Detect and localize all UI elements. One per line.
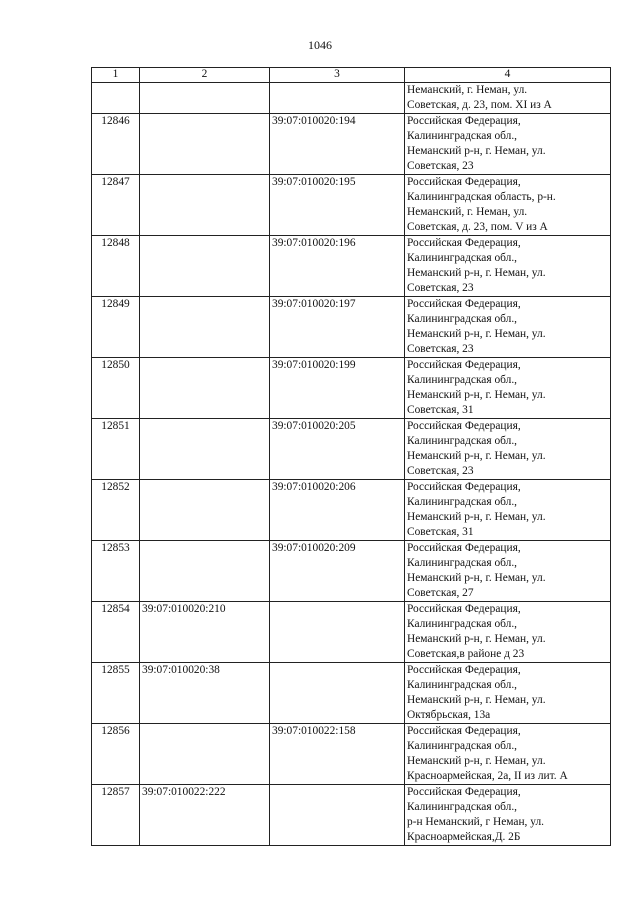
address-line: Неманский р-н, г. Неман, ул. <box>407 267 546 279</box>
column-header-4: 4 <box>405 68 611 83</box>
address-cell <box>405 602 611 663</box>
address-cell <box>405 175 611 236</box>
address-line: Советская, 23 <box>407 282 474 294</box>
address-cell <box>405 358 611 419</box>
cadastral-number-cell-col2: 39:07:010020:38 <box>140 663 270 724</box>
cadastral-number-cell-col2 <box>140 297 270 358</box>
cadastral-number-cell-col2 <box>140 724 270 785</box>
address-line: Красноармейская,Д. 2Б <box>407 831 521 843</box>
row-number-cell: 12852 <box>92 480 140 541</box>
address-line: Калининградская обл., <box>407 801 518 813</box>
cadastral-number-cell-col3 <box>270 785 405 846</box>
address-line: Неманский, г. Неман, ул. <box>407 84 528 96</box>
row-number-cell: 12853 <box>92 541 140 602</box>
cadastral-number-cell-col2 <box>140 236 270 297</box>
cadastral-number-cell-col3: 39:07:010020:196 <box>270 236 405 297</box>
address-cell <box>405 663 611 724</box>
cadastral-number-cell-col3: 39:07:010020:206 <box>270 480 405 541</box>
cadastral-number-cell-col2 <box>140 83 270 114</box>
row-number-cell: 12854 <box>92 602 140 663</box>
address-line: Неманский р-н, г. Неман, ул. <box>407 633 546 645</box>
cadastral-number-cell-col2 <box>140 541 270 602</box>
cadastral-number-cell-col3 <box>270 83 405 114</box>
table-row <box>92 724 611 785</box>
address-line: Советская, д. 23, пом. V из А <box>407 221 548 233</box>
address-cell <box>405 297 611 358</box>
address-line: Российская Федерация, <box>407 542 521 554</box>
row-number-cell: 12856 <box>92 724 140 785</box>
address-line: Советская, 31 <box>407 404 474 416</box>
address-line: Советская, 23 <box>407 465 474 477</box>
address-line: Российская Федерация, <box>407 237 521 249</box>
address-line: Неманский р-н, г. Неман, ул. <box>407 450 546 462</box>
address-line: Российская Федерация, <box>407 603 521 615</box>
address-line: Неманский р-н, г. Неман, ул. <box>407 694 546 706</box>
cadastral-number-cell-col3: 39:07:010020:199 <box>270 358 405 419</box>
column-header-1: 1 <box>92 68 140 83</box>
address-line: Российская Федерация, <box>407 298 521 310</box>
address-cell <box>405 236 611 297</box>
address-line: Советская, д. 23, пом. XI из А <box>407 99 552 111</box>
cadastral-number-cell-col3: 39:07:010022:158 <box>270 724 405 785</box>
address-cell <box>405 83 611 114</box>
cadastral-number-cell-col2 <box>140 358 270 419</box>
address-line: Советская,в районе д 23 <box>407 648 525 660</box>
address-cell <box>405 724 611 785</box>
address-line: Калининградская обл., <box>407 130 518 142</box>
address-line: Российская Федерация, <box>407 481 521 493</box>
cadastral-number-cell-col3: 39:07:010020:195 <box>270 175 405 236</box>
table-row <box>92 663 611 724</box>
cadastral-number-cell-col2 <box>140 114 270 175</box>
address-line: Калининградская обл., <box>407 557 518 569</box>
row-number-cell <box>92 83 140 114</box>
address-line: Российская Федерация, <box>407 786 521 798</box>
page-number: 1046 <box>308 38 332 52</box>
address-line: Российская Федерация, <box>407 115 521 127</box>
table-row <box>92 83 611 114</box>
column-header-3: 3 <box>270 68 405 83</box>
address-cell <box>405 419 611 480</box>
cadastral-number-cell-col2 <box>140 480 270 541</box>
row-number-cell: 12857 <box>92 785 140 846</box>
table-row <box>92 785 611 846</box>
address-line: Российская Федерация, <box>407 664 521 676</box>
address-line: Российская Федерация, <box>407 359 521 371</box>
address-line: Неманский р-н, г. Неман, ул. <box>407 328 546 340</box>
cadastral-number-cell-col3 <box>270 663 405 724</box>
address-line: Калининградская обл., <box>407 435 518 447</box>
address-line: Калининградская обл., <box>407 252 518 264</box>
address-cell <box>405 541 611 602</box>
address-line: Калининградская обл., <box>407 313 518 325</box>
address-line: Калининградская обл., <box>407 618 518 630</box>
address-line: Неманский р-н, г. Неман, ул. <box>407 755 546 767</box>
cadastral-number-cell-col2 <box>140 419 270 480</box>
address-line: Калининградская обл., <box>407 740 518 752</box>
row-number-cell: 12851 <box>92 419 140 480</box>
address-line: Советская, 27 <box>407 587 474 599</box>
address-line: Красноармейская, 2а, II из лит. А <box>407 770 568 782</box>
address-line: Неманский р-н, г. Неман, ул. <box>407 145 546 157</box>
row-number-cell: 12847 <box>92 175 140 236</box>
table-row <box>92 297 611 358</box>
cadastral-number-cell-col3: 39:07:010020:205 <box>270 419 405 480</box>
registry-table <box>91 67 611 846</box>
cadastral-number-cell-col3: 39:07:010020:197 <box>270 297 405 358</box>
row-number-cell: 12848 <box>92 236 140 297</box>
table-body <box>92 83 611 846</box>
address-cell <box>405 114 611 175</box>
table-header-row <box>92 68 611 83</box>
table-row <box>92 419 611 480</box>
address-line: Неманский р-н, г. Неман, ул. <box>407 511 546 523</box>
address-line: Октябрьская, 13а <box>407 709 491 721</box>
address-line: Российская Федерация, <box>407 725 521 737</box>
cadastral-number-cell-col3 <box>270 602 405 663</box>
address-line: Неманский р-н, г. Неман, ул. <box>407 572 546 584</box>
cadastral-number-cell-col3: 39:07:010020:194 <box>270 114 405 175</box>
address-line: р-н Неманский, г Неман, ул. <box>407 816 544 828</box>
table-row <box>92 358 611 419</box>
table-row <box>92 175 611 236</box>
address-line: Неманский, г. Неман, ул. <box>407 206 528 218</box>
cadastral-number-cell-col2 <box>140 175 270 236</box>
row-number-cell: 12855 <box>92 663 140 724</box>
address-line: Советская, 23 <box>407 160 474 172</box>
address-line: Калининградская обл., <box>407 374 518 386</box>
row-number-cell: 12846 <box>92 114 140 175</box>
cadastral-number-cell-col2: 39:07:010022:222 <box>140 785 270 846</box>
address-line: Советская, 23 <box>407 343 474 355</box>
table-row <box>92 480 611 541</box>
address-line: Неманский р-н, г. Неман, ул. <box>407 389 546 401</box>
cadastral-number-cell-col2: 39:07:010020:210 <box>140 602 270 663</box>
address-line: Калининградская область, р-н. <box>407 191 556 203</box>
table-row <box>92 602 611 663</box>
table-row <box>92 541 611 602</box>
address-cell <box>405 480 611 541</box>
column-header-2: 2 <box>140 68 270 83</box>
address-line: Калининградская обл., <box>407 679 518 691</box>
table-row <box>92 236 611 297</box>
row-number-cell: 12849 <box>92 297 140 358</box>
address-line: Советская, 31 <box>407 526 474 538</box>
address-cell <box>405 785 611 846</box>
cadastral-number-cell-col3: 39:07:010020:209 <box>270 541 405 602</box>
address-line: Российская Федерация, <box>407 420 521 432</box>
address-line: Калининградская обл., <box>407 496 518 508</box>
row-number-cell: 12850 <box>92 358 140 419</box>
address-line: Российская Федерация, <box>407 176 521 188</box>
table-row <box>92 114 611 175</box>
